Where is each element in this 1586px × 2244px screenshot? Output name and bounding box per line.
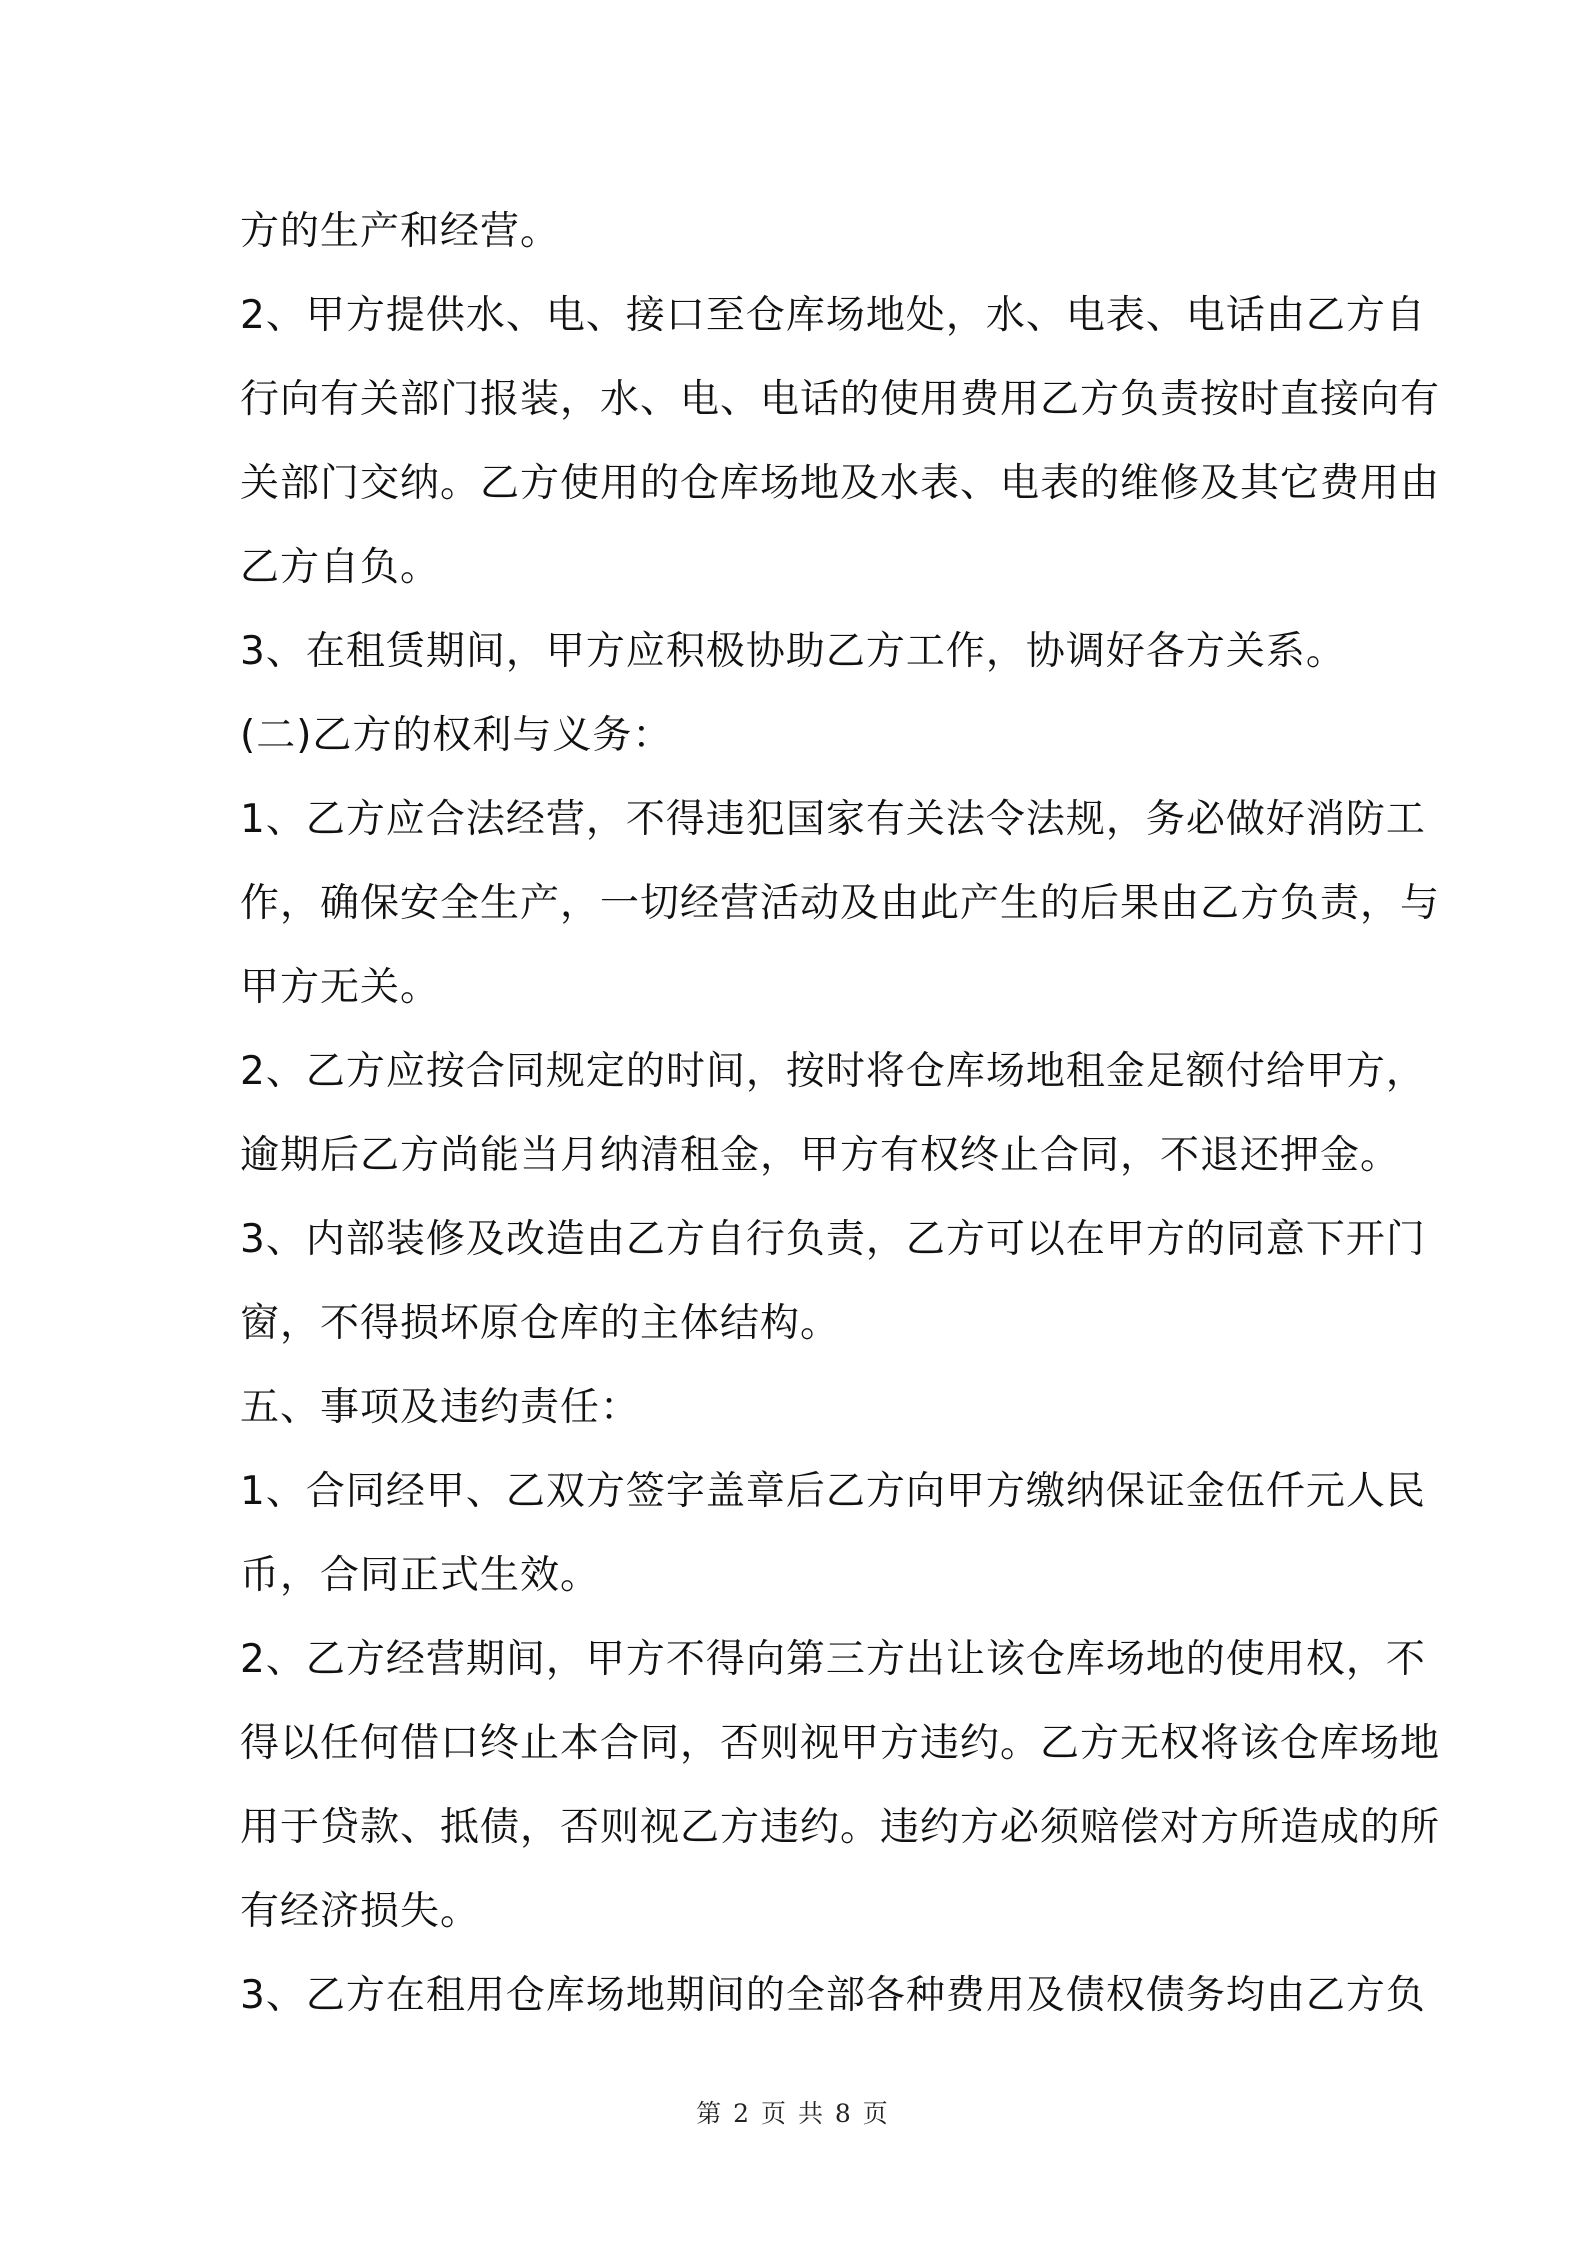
text-line: 窗，不得损坏原仓库的主体结构。 (240, 1301, 841, 1346)
section-heading: (二)乙方的权利与义务： (240, 713, 673, 758)
text-line: 有经济损失。 (240, 1889, 481, 1934)
text-line: 用于贷款、抵债，否则视乙方违约。违约方必须赔偿对方所造成的所 (240, 1805, 1441, 1850)
text-line: 得以任何借口终止本合同，否则视甲方违约。乙方无权将该仓库场地 (240, 1721, 1441, 1766)
text-line: 方的生产和经营。 (240, 209, 561, 254)
text-line: 行向有关部门报装，水、电、电话的使用费用乙方负责按时直接向有 (240, 377, 1441, 422)
body-text (240, 190, 1441, 2038)
page-number: 第 2 页 共 8 页 (696, 2099, 890, 2128)
text-line: 2、甲方提供水、电、接口至仓库场地处，水、电表、电话由乙方自 (240, 293, 1426, 338)
text-line: 3、乙方在租用仓库场地期间的全部各种费用及债权债务均由乙方负 (240, 1973, 1426, 2018)
text-line: 2、乙方经营期间，甲方不得向第三方出让该仓库场地的使用权，不 (240, 1637, 1426, 1682)
text-line: 甲方无关。 (240, 965, 441, 1010)
text-line: 作，确保安全生产，一切经营活动及由此产生的后果由乙方负责，与 (240, 881, 1441, 926)
text-line: 3、内部装修及改造由乙方自行负责，乙方可以在甲方的同意下开门 (240, 1217, 1426, 1262)
text-line: 1、乙方应合法经营，不得违犯国家有关法令法规，务必做好消防工 (240, 797, 1426, 842)
text-line: 逾期后乙方尚能当月纳清租金，甲方有权终止合同，不退还押金。 (240, 1133, 1401, 1178)
text-line: 币，合同正式生效。 (240, 1553, 601, 1598)
text-line: 乙方自负。 (240, 545, 441, 590)
text-line: 3、在租赁期间，甲方应积极协助乙方工作，协调好各方关系。 (240, 629, 1346, 674)
text-line: 1、合同经甲、乙双方签字盖章后乙方向甲方缴纳保证金伍仟元人民 (240, 1469, 1426, 1514)
section-heading: 五、事项及违约责任： (240, 1385, 641, 1430)
text-line: 关部门交纳。乙方使用的仓库场地及水表、电表的维修及其它费用由 (240, 461, 1441, 506)
text-line: 2、乙方应按合同规定的时间，按时将仓库场地租金足额付给甲方， (240, 1049, 1426, 1094)
